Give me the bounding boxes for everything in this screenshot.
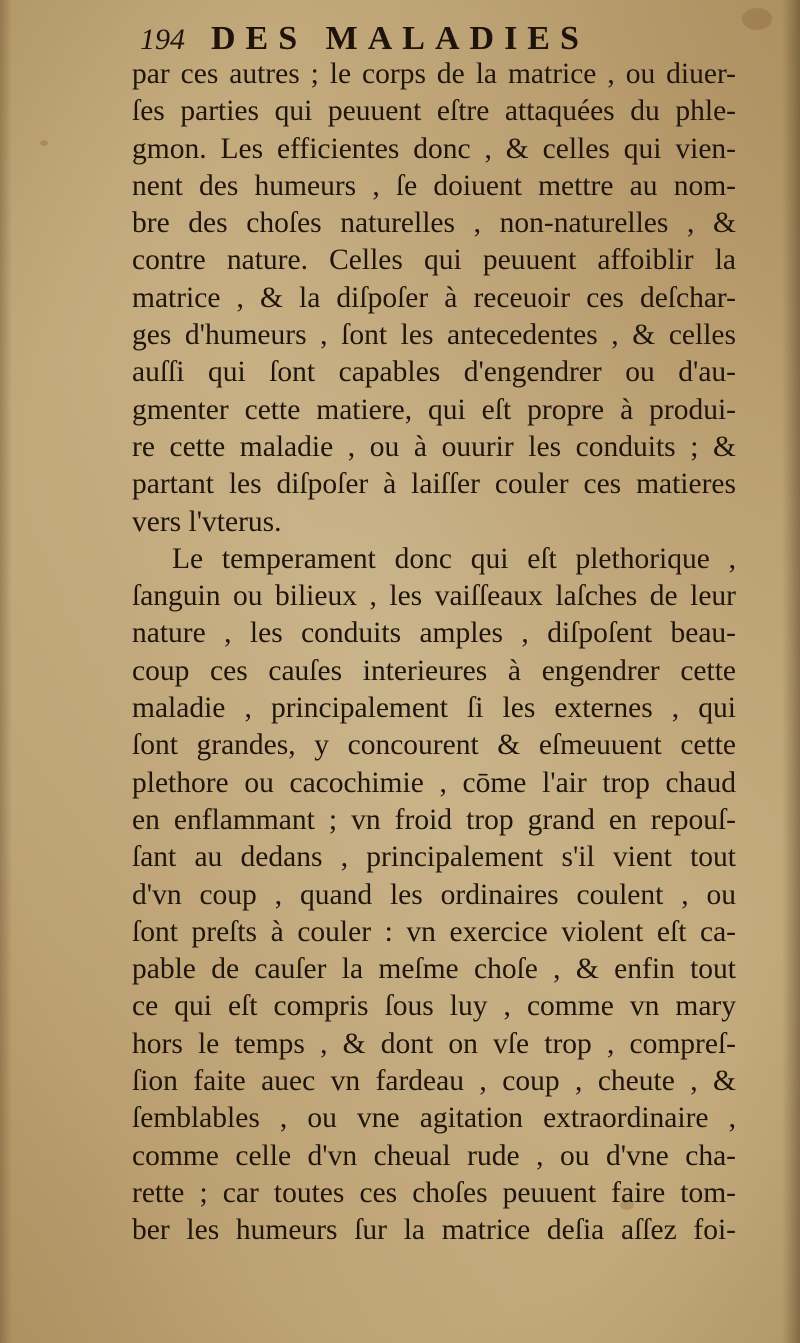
text-line: pable de cauſer la meſme choſe , & enfin tout: [132, 953, 736, 986]
text-line: ges d'humeurs , ſont les antecedentes , & celles: [132, 319, 736, 352]
text-line: matrice , & la diſpoſer à receuoir ces deſchar-: [132, 281, 736, 314]
page-number: 194: [140, 23, 185, 56]
text-line: ſant au dedans , principalement s'il vient tout: [132, 841, 736, 874]
text-line: ce qui eſt compris ſous luy , comme vn mary: [132, 990, 736, 1023]
text-line: ſont preſts à couler : vn exercice violent eſt ca-: [132, 915, 736, 948]
text-line: ſes parties qui peuuent eſtre attaquées du phle-: [132, 95, 736, 128]
text-line: par ces autres ; le corps de la matrice , ou diuer-: [132, 58, 736, 90]
paragraph-end-line: vers l'vterus.: [132, 505, 282, 538]
text-line: d'vn coup , quand les ordinaires coulent , ou: [132, 878, 736, 911]
paragraph-first-line: Le temperament donc qui eſt plethorique ,: [172, 542, 736, 575]
text-line: ſont grandes, y concourent & eſmeuuent cette: [132, 729, 736, 762]
paper-stain: [742, 8, 772, 30]
text-line: gmon. Les efficientes donc , & celles qui vien-: [132, 132, 736, 165]
text-line: nent des humeurs , ſe doiuent mettre au nom-: [132, 169, 736, 202]
running-title: DES MALADIES: [211, 20, 589, 57]
text-line: maladie , principalement ſi les externes , qui: [132, 692, 736, 725]
text-line: ber les humeurs ſur la matrice deſia aſſez foi-: [132, 1214, 736, 1247]
paper-stain: [40, 140, 48, 146]
text-line: ſanguin ou bilieux , les vaiſſeaux laſches de leur: [132, 580, 736, 613]
text-line: contre nature. Celles qui peuuent affoiblir la: [132, 244, 736, 277]
text-line: re cette maladie , ou à ouurir les conduits ; &: [132, 430, 736, 463]
body-text: [132, 56, 736, 1250]
text-line: auſſi qui ſont capables d'engendrer ou d'au-: [132, 356, 736, 389]
text-line: rette ; car toutes ces choſes peuuent faire tom-: [132, 1176, 736, 1209]
text-line: plethore ou cacochimie , cōme l'air trop chaud: [132, 766, 736, 799]
text-line: nature , les conduits amples , diſpoſent beau-: [132, 617, 736, 650]
text-line: gmenter cette matiere, qui eſt propre à produi-: [132, 393, 736, 426]
text-line: ſemblables , ou vne agitation extraordinaire ,: [132, 1102, 736, 1135]
text-line: partant les diſpoſer à laiſſer couler ces matieres: [132, 468, 736, 501]
text-line: bre des choſes naturelles , non-naturelles , &: [132, 207, 736, 240]
text-line: en enflammant ; vn froid trop grand en repouſ-: [132, 803, 736, 836]
text-line: hors le temps , & dont on vſe trop , compreſ-: [132, 1027, 736, 1060]
text-line: comme celle d'vn cheual rude , ou d'vne cha-: [132, 1139, 736, 1172]
text-line: coup ces cauſes interieures à engendrer cette: [132, 654, 736, 687]
text-line: ſion faite auec vn fardeau , coup , cheute , &: [132, 1065, 736, 1098]
